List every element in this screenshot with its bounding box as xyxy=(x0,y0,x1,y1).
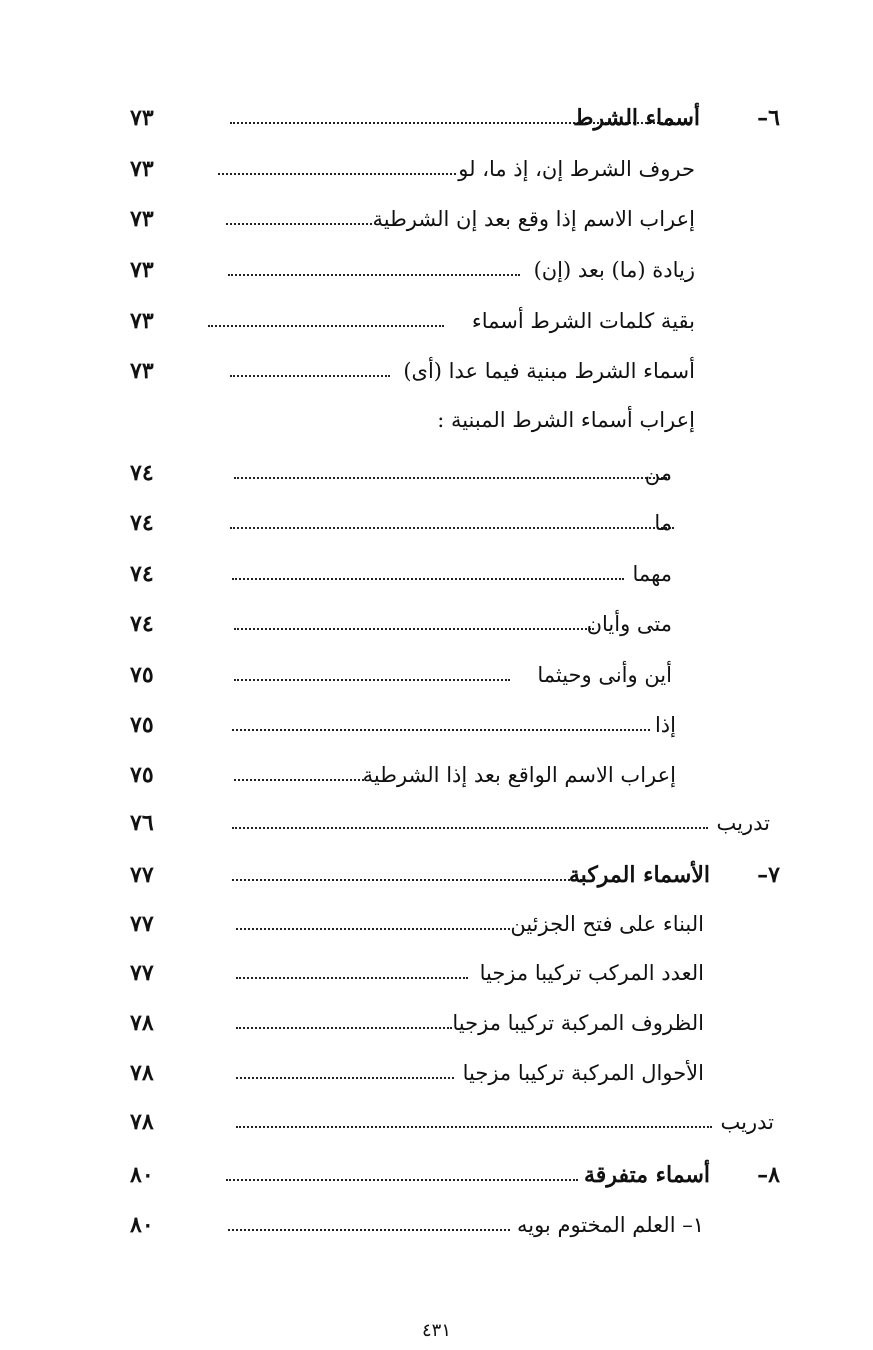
toc-entry xyxy=(120,803,800,843)
dot-leader xyxy=(232,729,650,731)
dot-leader xyxy=(228,1229,510,1231)
entry-text: تدريب xyxy=(720,1110,774,1134)
toc-entry xyxy=(120,1102,800,1142)
toc-entry xyxy=(120,98,800,138)
toc-entry xyxy=(120,453,800,493)
chapter-number: ٧– xyxy=(757,862,780,888)
dot-leader xyxy=(232,827,708,829)
toc-entry xyxy=(120,904,800,944)
dot-leader xyxy=(228,274,520,276)
entry-text: الأحوال المركبة تركيبا مزجيا xyxy=(462,1061,704,1085)
page-ref: ٧٤ xyxy=(130,510,154,536)
toc-entry xyxy=(120,1155,800,1195)
entry-text: تدريب xyxy=(716,811,770,835)
entry-text: ما xyxy=(654,511,672,535)
entry-text: أسماء متفرقة xyxy=(584,1162,710,1188)
dot-leader xyxy=(226,223,372,225)
page-ref: ٨٠ xyxy=(130,1162,154,1188)
toc-entry xyxy=(120,604,800,644)
page-ref: ٧٧ xyxy=(130,862,154,888)
toc-entry xyxy=(120,855,800,895)
toc-entry xyxy=(120,351,800,391)
page-ref: ٧٨ xyxy=(130,1060,154,1086)
page-ref: ٧٥ xyxy=(130,662,154,688)
dot-leader xyxy=(230,527,674,529)
page-ref: ٧٣ xyxy=(130,105,154,131)
dot-leader xyxy=(226,1179,578,1181)
dot-leader xyxy=(208,325,444,327)
toc-entry xyxy=(120,1205,800,1245)
dot-leader xyxy=(234,477,670,479)
toc-entry xyxy=(120,301,800,341)
entry-text: إعراب أسماء الشرط المبنية : xyxy=(437,408,695,432)
page-ref: ٧٨ xyxy=(130,1010,154,1036)
entry-text: متى وأيان xyxy=(586,612,672,636)
entry-text: زيادة (ما) بعد (إن) xyxy=(533,258,695,282)
toc-entry xyxy=(120,1003,800,1043)
chapter-number: ٦– xyxy=(757,105,780,131)
page-ref: ٧٣ xyxy=(130,206,154,232)
toc-entry xyxy=(120,554,800,594)
entry-text: مهما xyxy=(632,562,672,586)
entry-text: إعراب الاسم الواقع بعد إذا الشرطية xyxy=(362,763,676,787)
page-ref: ٧٤ xyxy=(130,611,154,637)
dot-leader xyxy=(236,1077,454,1079)
page-ref: ٧٤ xyxy=(130,460,154,486)
entry-text: من xyxy=(644,461,672,485)
toc-entry xyxy=(120,400,800,440)
toc-entry xyxy=(120,953,800,993)
dot-leader xyxy=(236,977,468,979)
entry-text: إعراب الاسم إذا وقع بعد إن الشرطية xyxy=(372,207,695,231)
page-ref: ٧٥ xyxy=(130,762,154,788)
dot-leader xyxy=(236,928,510,930)
page-ref: ٧٧ xyxy=(130,960,154,986)
toc-entry xyxy=(120,199,800,239)
page-ref: ٧٣ xyxy=(130,257,154,283)
dot-leader xyxy=(230,375,390,377)
entry-text: الظروف المركبة تركيبا مزجيا xyxy=(452,1011,704,1035)
page-ref: ٨٠ xyxy=(130,1212,154,1238)
toc-entry xyxy=(120,1053,800,1093)
entry-text: البناء على فتح الجزئين xyxy=(510,912,704,936)
entry-text: ١– العلم المختوم بويه xyxy=(516,1213,704,1237)
page-ref: ٧٥ xyxy=(130,712,154,738)
chapter-number: ٨– xyxy=(757,1162,780,1188)
entry-text: إذا xyxy=(654,713,676,737)
dot-leader xyxy=(234,628,594,630)
dot-leader xyxy=(232,879,582,881)
page-ref: ٧٣ xyxy=(130,156,154,182)
entry-text: بقية كلمات الشرط أسماء xyxy=(471,309,695,333)
page-ref: ٧٤ xyxy=(130,561,154,587)
toc-entry xyxy=(120,250,800,290)
toc-entry xyxy=(120,149,800,189)
page-ref: ٧٣ xyxy=(130,308,154,334)
entry-text: أسماء الشرط مبنية فيما عدا (أى) xyxy=(403,359,695,383)
dot-leader xyxy=(232,578,624,580)
dot-leader xyxy=(236,1027,452,1029)
toc-entry xyxy=(120,503,800,543)
entry-text: أين وأنى وحيثما xyxy=(537,663,672,687)
page-ref: ٧٧ xyxy=(130,911,154,937)
entry-text: أسماء الشرط xyxy=(573,105,700,131)
dot-leader xyxy=(234,779,364,781)
toc-entry xyxy=(120,655,800,695)
page-ref: ٧٦ xyxy=(130,810,154,836)
page-ref: ٧٨ xyxy=(130,1109,154,1135)
entry-text: الأسماء المركبة xyxy=(568,862,710,888)
page-number: ٤٣١ xyxy=(421,1320,451,1341)
dot-leader xyxy=(218,173,456,175)
toc-entry xyxy=(120,755,800,795)
entry-text: العدد المركب تركيبا مزجيا xyxy=(479,961,704,985)
toc-entry xyxy=(120,705,800,745)
dot-leader xyxy=(236,1126,712,1128)
entry-text: حروف الشرط إن، إذ ما، لو xyxy=(458,157,695,181)
dot-leader xyxy=(234,679,510,681)
page-ref: ٧٣ xyxy=(130,358,154,384)
